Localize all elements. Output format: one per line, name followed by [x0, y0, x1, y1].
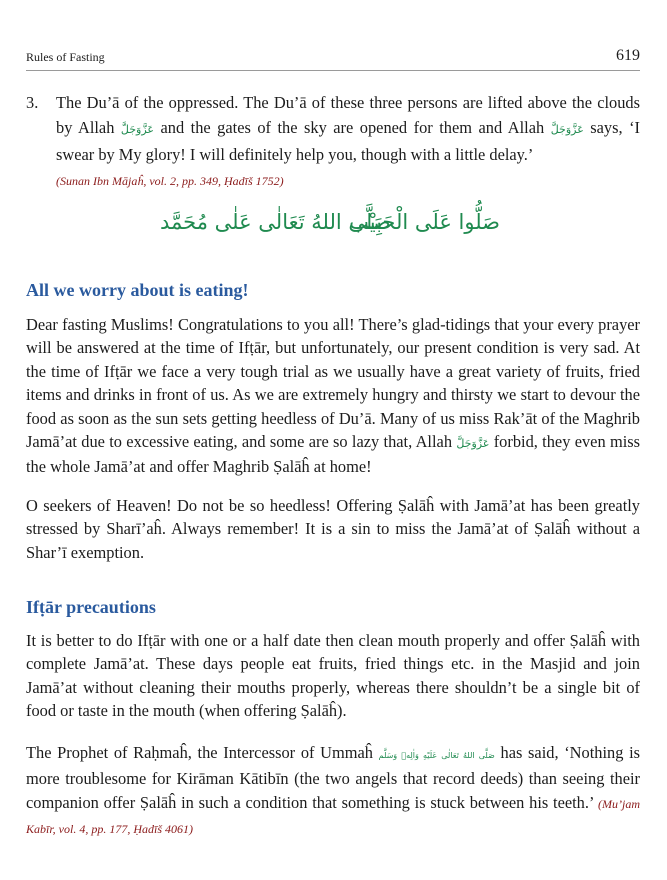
- paragraph-text-part: Dear fasting Muslims! Congratulations to you all! There’s glad-tidings that your every prayer will be answered at the time of Ifṭār, but unfortunately, our present condition is very sad. At the time of Ifṭār we face a very tough trial as we usually have a great variety of fruits, fried items and drinks in front of us. As we are extremely hungry and thirsty we start to devour the food as soon as the sun sets getting heedless of Du’ā. Many of us miss Rak’āt of the Maghrib Jamā’at due to excessive eating, and some are so lazy that, Allah: [26, 315, 640, 452]
- honorific-glyph: عَزَّوَجَلَّ: [456, 437, 490, 451]
- running-title: Rules of Fasting: [26, 50, 105, 64]
- hadith-reference: (Sunan Ibn Mājaĥ, vol. 2, pp. 349, Ḥadīš 1752): [56, 174, 284, 188]
- list-item-text: [56, 90, 640, 194]
- paragraph-eating-1: [26, 313, 640, 479]
- durood-call: صَلُّوا عَلَى الْحَبِيْب: [349, 210, 500, 234]
- section-heading-eating: All we worry about is eating!: [26, 280, 249, 300]
- paragraph-iftar-1: It is better to do Ifṭār with one or a half date then clean mouth properly and offer Ṣalāĥ with complete Jamā’at. These days people eat fruits, fried things etc. in the Masjid and join Jamā’at without cleaning their mouths properly, whereas there shouldn’t be a single bit of food or taste in the mouth (when offering Ṣalāĥ).: [26, 631, 640, 721]
- section-heading-iftar: Ifṭār precautions: [26, 597, 156, 617]
- durood-line: [160, 206, 500, 246]
- item-text-part: says, ‘I swear by My glory! I will definitely help you, though with a little delay.’: [56, 118, 641, 164]
- honorific-glyph: عَزَّوَجَلَّ: [120, 123, 154, 136]
- list-item-3: [26, 90, 640, 194]
- item-text-part: and the gates of the sky are opened for them and Allah: [153, 118, 551, 137]
- hadith-reference: (Mu’jam Kabīr, vol. 4, pp. 177, Ḥadīš 4061): [26, 796, 640, 837]
- paragraph-text-part: forbid, they even miss the whole Jamā’at and offer Maghrib Ṣalāĥ at home!: [26, 432, 640, 477]
- item-text-part: The Du’ā of the oppressed. The Du’ā of these three persons are lifted above the clouds by Allah: [56, 93, 640, 137]
- honorific-glyph: صَلَّى اللهُ تَعَالٰى عَلَيْهِ وَاٰلِهٖ وَسَلَّم: [378, 751, 495, 760]
- durood-response: صَلَّى اللهُ تَعَالٰى عَلٰى مُحَمَّد: [160, 210, 391, 234]
- page-header: [26, 44, 640, 71]
- paragraph-text-part: has said, ‘Nothing is more troublesome for Kirāman Kātibīn (the two angels that record deeds) than seeing their companion offer Ṣalāĥ in such a condition that something is stuck between his teeth.’: [26, 743, 641, 812]
- paragraph-text-part: The Prophet of Raḥmaĥ, the Intercessor of Ummaĥ: [26, 743, 379, 762]
- paragraph-eating-2: O seekers of Heaven! Do not be so heedless! Offering Ṣalāĥ with Jamā’at has been greatly stressed by Sharī’aĥ. Always remember! It is a sin to miss the Jamā’at of Ṣalāĥ without a Shar’ī exemption.: [26, 496, 640, 562]
- list-number: 3.: [26, 93, 39, 112]
- page-number: 619: [616, 47, 640, 64]
- paragraph-iftar-2: [26, 741, 640, 842]
- honorific-glyph: عَزَّوَجَلَّ: [550, 123, 584, 136]
